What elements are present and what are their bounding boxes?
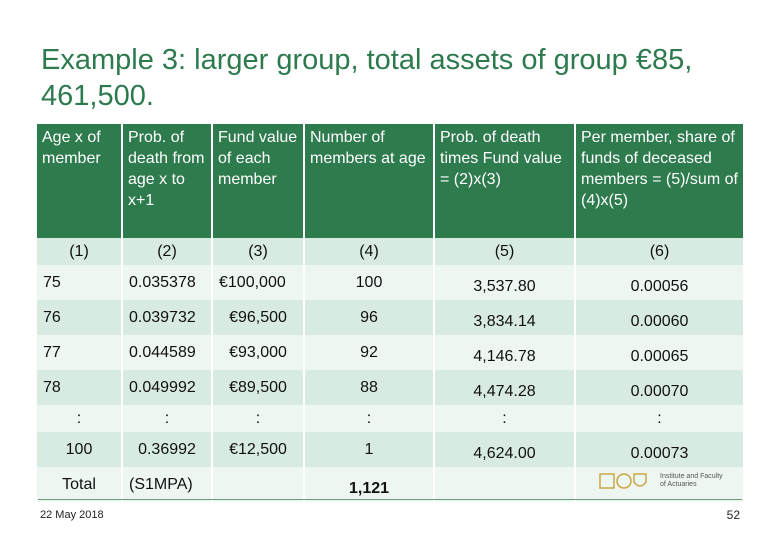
total-empty: [434, 467, 575, 502]
col-number: (4): [304, 238, 434, 265]
cell-members: 96: [304, 300, 434, 335]
col-number: (2): [122, 238, 212, 265]
cell-age: 76: [37, 300, 122, 335]
total-members: 1,121: [304, 467, 434, 502]
table-row: [37, 432, 743, 467]
cell-members: 100: [304, 265, 434, 300]
cell-share: 0.00060: [575, 300, 743, 335]
col-number: (5): [434, 238, 575, 265]
cell-fund: €12,500: [212, 432, 304, 467]
footer-date: 22 May 2018: [40, 509, 104, 521]
cell-prob: 0.035378: [122, 265, 212, 300]
cell-product: 4,146.78: [434, 335, 575, 370]
ellipsis-cell: :: [304, 405, 434, 432]
ellipsis-cell: :: [212, 405, 304, 432]
cell-product: 4,474.28: [434, 370, 575, 405]
header-share-per-member: Per member, share of funds of deceased members = (5)/sum of (4)x(5): [575, 124, 743, 238]
table-row: [37, 370, 743, 405]
cell-product: 4,624.00: [434, 432, 575, 467]
cell-members: 92: [304, 335, 434, 370]
ellipsis-cell: :: [37, 405, 122, 432]
logo-text: Institute and Faculty of Actuaries: [660, 473, 723, 488]
total-empty: [212, 467, 304, 502]
header-age: Age x of member: [37, 124, 122, 238]
footer-divider: [38, 499, 742, 500]
cell-share: 0.00065: [575, 335, 743, 370]
ellipsis-cell: :: [122, 405, 212, 432]
cell-share: 0.00056: [575, 265, 743, 300]
header-prob-death: Prob. of death from age x to x+1: [122, 124, 212, 238]
slide-title: Example 3: larger group, total assets of group €85, 461,500.: [41, 44, 693, 112]
total-method: (S1MPA): [122, 467, 212, 502]
institute-logo: [598, 470, 728, 494]
cell-share: 0.00070: [575, 370, 743, 405]
ellipsis-cell: :: [434, 405, 575, 432]
column-number-row: [37, 238, 743, 265]
cell-prob: 0.044589: [122, 335, 212, 370]
cell-product: 3,834.14: [434, 300, 575, 335]
cell-fund: €100,000: [212, 265, 304, 300]
data-table: [37, 124, 743, 502]
col-number: (3): [212, 238, 304, 265]
cell-age: 75: [37, 265, 122, 300]
header-number-members: Number of members at age: [304, 124, 434, 238]
cell-prob: 0.039732: [122, 300, 212, 335]
col-number: (1): [37, 238, 122, 265]
crest-icon: [598, 470, 650, 492]
cell-fund: €96,500: [212, 300, 304, 335]
cell-fund: €93,000: [212, 335, 304, 370]
table-row: [37, 265, 743, 300]
cell-age: 77: [37, 335, 122, 370]
ellipsis-cell: :: [575, 405, 743, 432]
cell-product: 3,537.80: [434, 265, 575, 300]
col-number: (6): [575, 238, 743, 265]
cell-members: 1: [304, 432, 434, 467]
cell-prob: 0.36992: [122, 432, 212, 467]
cell-prob: 0.049992: [122, 370, 212, 405]
table-row: [37, 335, 743, 370]
cell-age: 100: [37, 432, 122, 467]
cell-share: 0.00073: [575, 432, 743, 467]
header-row: [37, 124, 743, 238]
cell-age: 78: [37, 370, 122, 405]
cell-members: 88: [304, 370, 434, 405]
ellipsis-row: [37, 405, 743, 432]
cell-fund: €89,500: [212, 370, 304, 405]
table-row: [37, 300, 743, 335]
total-label: Total: [37, 467, 122, 502]
page-number: 52: [726, 508, 740, 522]
header-fund-value: Fund value of each member: [212, 124, 304, 238]
header-prob-times-fund: Prob. of death times Fund value = (2)x(3): [434, 124, 575, 238]
